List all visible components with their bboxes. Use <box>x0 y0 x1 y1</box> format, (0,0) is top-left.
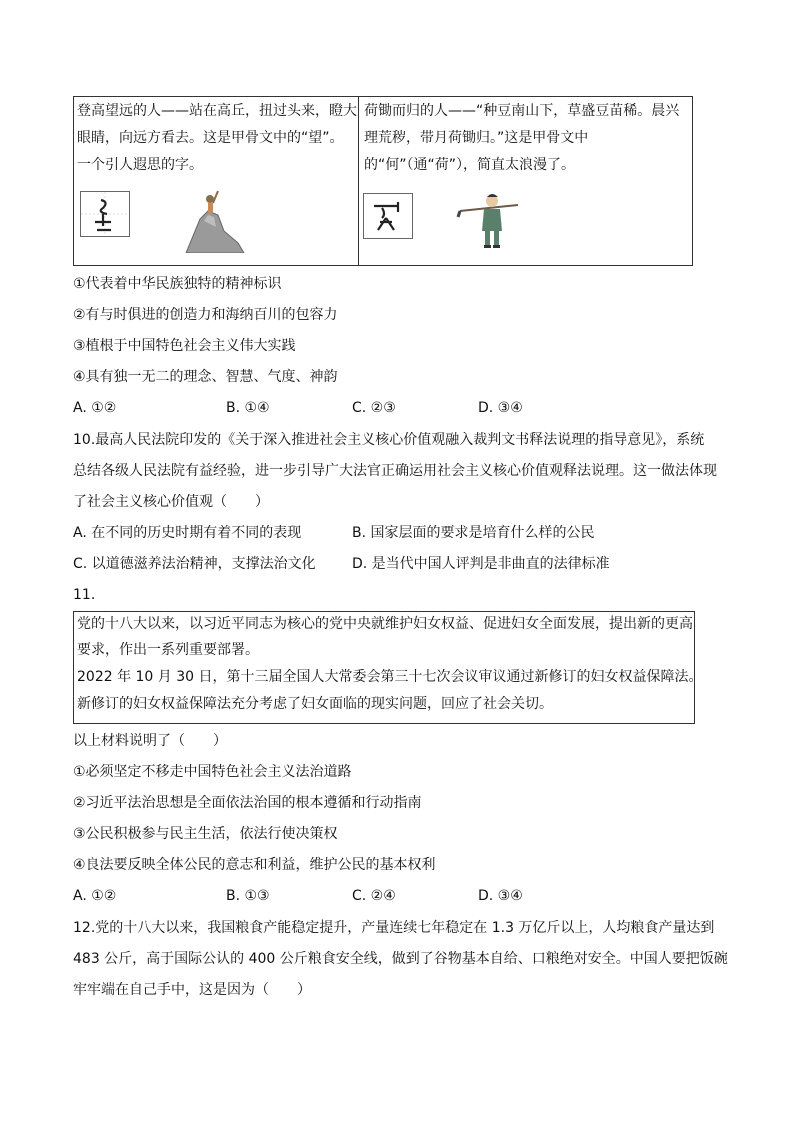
q10-option-c[interactable]: C. 以道德滋养法治精神，支撑法治文化 <box>73 556 316 572</box>
q12-stem-line-3: 牢牢端在自己手中，这是因为（ ） <box>73 982 311 998</box>
q9-material-box <box>73 96 693 266</box>
q10-stem-line-2: 总结各级人民法院有益经验，进一步引导广大法官正确运用社会主义核心价值观释法说理。这一做法体现 <box>73 463 717 479</box>
q11-statement-1: ①必须坚定不移走中国特色社会主义法治道路 <box>73 764 352 780</box>
q11-statement-2: ②习近平法治思想是全面依法治国的根本遵循和行动指南 <box>73 795 422 811</box>
q9-option-d[interactable]: D. ③④ <box>478 400 523 416</box>
q11-statement-3: ③公民积极参与民主生活，依法行使决策权 <box>73 826 338 842</box>
q11-material-line-4: 新修订的妇女权益保障法充分考虑了妇女面临的现实问题，回应了社会关切。 <box>77 696 553 712</box>
q9-right-text: 荷锄而归的人——“种豆南山下，草盛豆苗稀。晨兴理荒秽，带月荷锄归。”这是甲骨文中的“何”（通“荷”），简直太浪漫了。 <box>364 103 680 173</box>
q11-material-line-3: 2022 年 10 月 30 日，第十三届全国人大常委会第三十七次会议审议通过新修订的妇女权益保障法。 <box>77 669 703 685</box>
q9-option-a[interactable]: A. ①② <box>73 400 117 416</box>
q9-statement-3: ③植根于中国特色社会主义伟大实践 <box>73 338 296 354</box>
q11-stem: 以上材料说明了（ ） <box>73 733 227 749</box>
q11-option-a[interactable]: A. ①② <box>73 888 117 904</box>
person-on-hill-icon <box>178 181 248 253</box>
q9-statement-4: ④具有独一无二的理念、智慧、气度、神韵 <box>73 369 338 385</box>
q10-option-d[interactable]: D. 是当代中国人评判是非曲直的法律标准 <box>352 556 610 572</box>
q12-stem-line-2: 483 公斤，高于国际公认的 400 公斤粮食安全线，做到了谷物基本自给、口粮绝对安全。中国人要把饭碗 <box>73 951 728 967</box>
q11-option-c[interactable]: C. ②④ <box>352 888 396 904</box>
q9-option-b[interactable]: B. ①④ <box>226 400 270 416</box>
q12-stem-line-1: 12.党的十八大以来，我国粮食产能稳定提升，产量连续七年稳定在 1.3 万亿斤以上，人均粮食产量达到 <box>73 920 715 936</box>
q9-statement-1: ①代表着中华民族独特的精神标识 <box>73 276 282 292</box>
q11-material-line-1: 党的十八大以来，以习近平同志为核心的党中央就维护妇女权益、促进妇女全面发展，提出新的更高 <box>77 616 693 632</box>
q11-option-d[interactable]: D. ③④ <box>478 888 523 904</box>
oracle-bone-wang-icon <box>80 191 130 237</box>
q9-left-text: 登高望远的人——站在高丘，扭过头来，瞪大眼睛，向远方看去。这是甲骨文中的“望”。一个引人遐思的字。 <box>77 103 357 173</box>
q9-statement-2: ②有与时俱进的创造力和海纳百川的包容力 <box>73 307 338 323</box>
q9-option-c[interactable]: C. ②③ <box>352 400 396 416</box>
box-divider <box>358 97 359 265</box>
oracle-bone-he-icon <box>363 193 413 239</box>
q11-material-line-2: 要求，作出一系列重要部署。 <box>77 642 259 658</box>
q11-statement-4: ④良法要反映全体公民的意志和利益，维护公民的基本权利 <box>73 857 436 873</box>
q10-option-b[interactable]: B. 国家层面的要求是培育什么样的公民 <box>352 525 595 541</box>
q11-number: 11. <box>73 587 96 603</box>
q11-material-box <box>73 611 703 724</box>
farmer-with-hoe-icon <box>456 185 520 253</box>
q11-option-b[interactable]: B. ①③ <box>226 888 270 904</box>
q10-stem-line-1: 10.最高人民法院印发的《关于深入推进社会主义核心价值观融入裁判文书释法说理的指导意见》，系统 <box>73 432 705 448</box>
q10-stem-line-3: 了社会主义核心价值观（ ） <box>73 494 269 510</box>
q10-option-a[interactable]: A. 在不同的历史时期有着不同的表现 <box>73 525 302 541</box>
